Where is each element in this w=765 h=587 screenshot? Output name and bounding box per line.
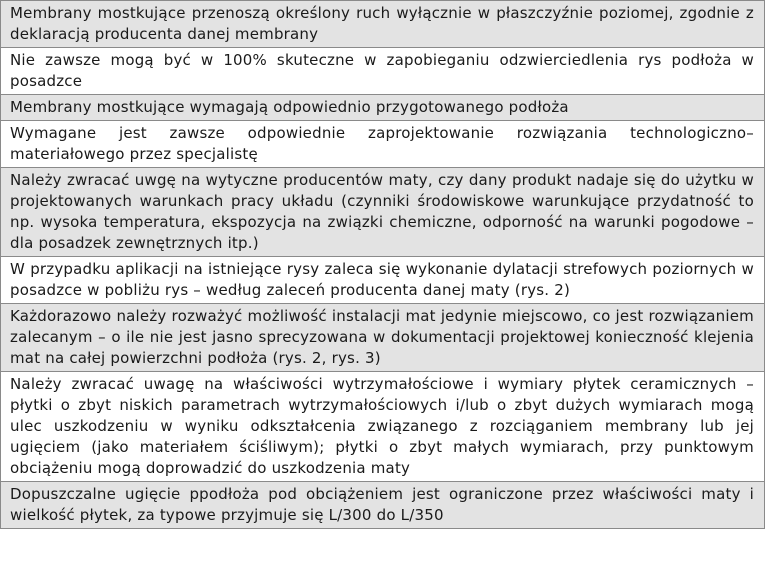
table-row: Dopuszczalne ugięcie ppodłoża pod obciążeniem jest ograniczone przez właściwości maty i wielkość płytek, za typowe przyjmuje się L/300 do L/350 xyxy=(1,482,764,529)
table-row: W przypadku aplikacji na istniejące rysy zaleca się wykonanie dylatacji strefowych poziornych w posadzce w pobliżu rys – według zaleceń producenta danej maty (rys. 2) xyxy=(1,257,764,304)
table-row: Nie zawsze mogą być w 100% skuteczne w zapobieganiu odzwierciedlenia rys podłoża w posadzce xyxy=(1,48,764,95)
table-row: Każdorazowo należy rozważyć możliwość instalacji mat jedynie miejscowo, co jest rozwiązaniem zalecanym – o ile nie jest jasno sprecyzowana w dokumentacji projektowej konieczność klejenia mat na całej powierzchni podłoża (rys. 2, rys. 3) xyxy=(1,304,764,372)
table-row: Wymagane jest zawsze odpowiednie zaprojektowanie rozwiązania technologiczno–materiałowego przez specjalistę xyxy=(1,121,764,168)
table-row: Membrany mostkujące przenoszą określony ruch wyłącznie w płaszczyźnie poziomej, zgodnie z deklaracją producenta danej membrany xyxy=(1,1,764,48)
table-row: Membrany mostkujące wymagają odpowiednio przygotowanego podłoża xyxy=(1,95,764,121)
table-row: Należy zwracać uwagę na właściwości wytrzymałościowe i wymiary płytek ceramicznych – płytki o zbyt niskich parametrach wytrzymałościowych i/lub o zbyt dużych wymiarach mogą ulec uszkodzeniu w wyniku odkształcenia związanego z rozciąganiem membrany lub jej ugięciem (jako materiałem ściśliwym); płytki o zbyt małych wymiarach, przy punktowym obciążeniu mogą doprowadzić do uszkodzenia maty xyxy=(1,372,764,482)
table-row: Należy zwracać uwgę na wytyczne producentów maty, czy dany produkt nadaje się do użytku w projektowanych warunkach pracy układu (czynniki środowiskowe warunkujące przydatność to np. wysoka temperatura, ekspozycja na związki chemiczne, odporność na warunki pogodowe – dla posadzek zewnętrznych itp.) xyxy=(1,168,764,257)
